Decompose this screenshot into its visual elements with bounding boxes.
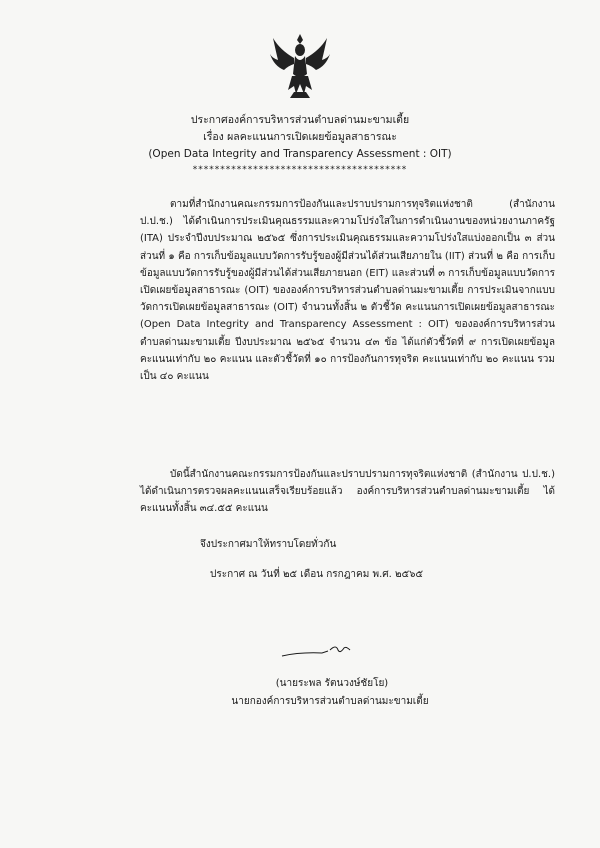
announcement-subject-english: (Open Data Integrity and Transparency Assessment : OIT) [148, 148, 452, 160]
announcement-subject: เรื่อง ผลคะแนนการเปิดเผยข้อมูลสาธารณะ [203, 131, 397, 143]
announcement-title: ประกาศองค์การบริหารส่วนตำบลด่านมะขามเตี้ย [190, 114, 410, 126]
star-divider: *************************************** [192, 165, 408, 175]
paragraph-notice: จึงประกาศมาให้ทราบโดยทั่วกัน [200, 539, 337, 550]
announcement-date: ประกาศ ณ วันที่ ๒๕ เดือน กรกฎาคม พ.ศ. ๒๕๖๕ [210, 569, 424, 580]
garuda-emblem-icon [270, 30, 330, 100]
paragraph-assessment-info: ตามที่สำนักงานคณะกรรมการป้องกันและปราบปรามการทุจริตแห่งชาติ (สำนักงาน ป.ป.ช.) ได้ดำเนินการประเมินคุณธรรมและความโปร่งใสในการดำเนินงานของหน่วยงานภาครัฐ (ITA) ประจำปีงบประมาณ ๒๕๖๕ ซึ่งการประเมินคุณธรรมและความโปร่งใสแบ่งออกเป็น ๓ ส่วน ส่วนที่ ๑ คือ การเก็บข้อมูลแบบวัดการรับรู้ของผู้มีส่วนได้ส่วนเสียภายใน (IIT) ส่วนที่ ๒ คือ การเก็บข้อมูลแบบวัดการรับรู้ของผู้มีส่วนได้ส่วนเสียภายนอก (EIT) และส่วนที่ ๓ การเก็บข้อมูลแบบวัดการเปิดเผยข้อมูลสาธารณะ (OIT) ขององค์การบริหารส่วนตำบลด่านมะขามเตี้ย การประเมินจากแบบวัดการเปิดเผยข้อมูลสาธารณะ (OIT) จำนวนทั้งสิ้น ๒ ตัวชี้วัด คะแนนการเปิดเผยข้อมูลสาธารณะ (Open Data Integrity and Transparency Assessment : OIT) ขององค์การบริหารส่วนตำบลด่านมะขามเตี้ย ปีงบประมาณ ๒๕๖๕ จำนวน ๔๓ ข้อ ได้แก่ตัวชี้วัดที่ ๙ การเปิดเผยข้อมูล คะแนนเท่ากับ ๒๐ คะแนน และตัวชี้วัดที่ ๑๐ การป้องกันการทุจริต คะแนนเท่ากับ ๒๐ คะแนน รวมเป็น ๔๐ คะแนน [140, 199, 555, 383]
signature-icon [280, 638, 360, 660]
signatory-name: (นายระพล รัตนวงษ์ชัยโย) [275, 678, 389, 689]
paragraph-result: บัดนี้สำนักงานคณะกรรมการป้องกันและปราบปรามการทุจริตแห่งชาติ (สำนักงาน ป.ป.ช.) ได้ดำเนินการตรวจผลคะแนนเสร็จเรียบร้อยแล้ว องค์การบริหารส่วนตำบลด่านมะขามเตี้ย ได้คะแนนทั้งสิ้น ๓๔.๕๕ คะแนน [140, 469, 555, 515]
signatory-title: นายกองค์การบริหารส่วนตำบลด่านมะขามเตี้ย [231, 696, 429, 707]
